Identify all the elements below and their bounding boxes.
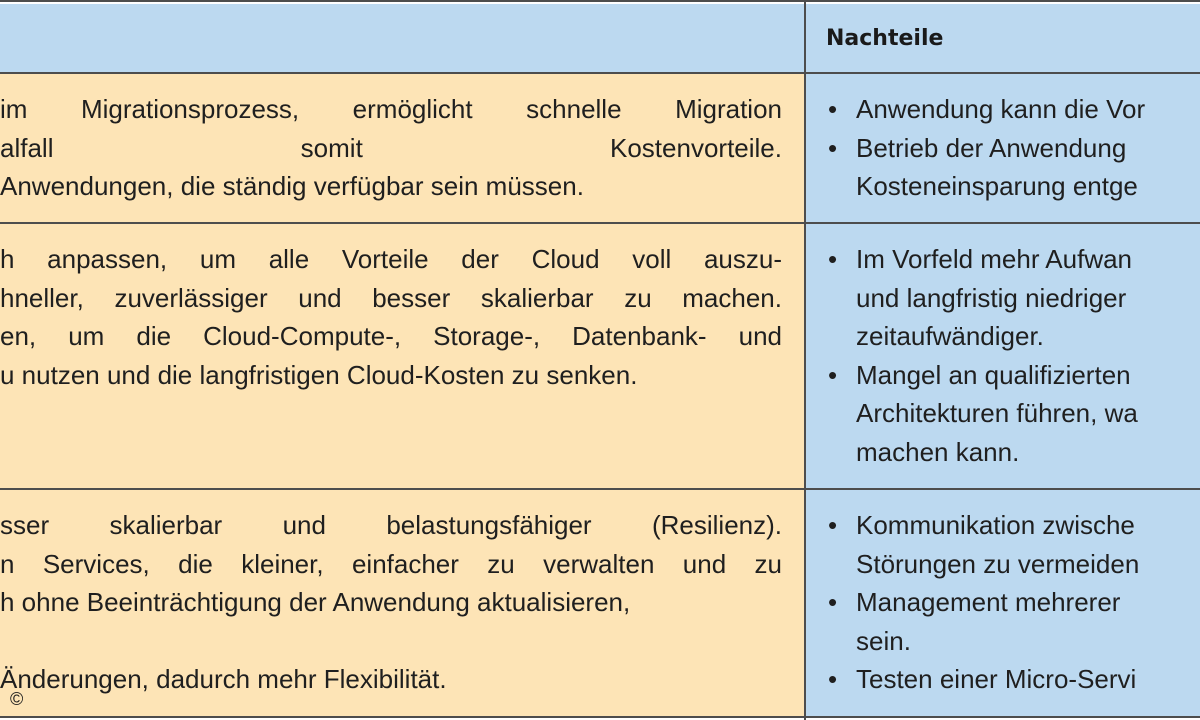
disadvantages-line-text: Anwendung kann die Vor [856,94,1146,124]
disadvantages-line-text: Im Vorfeld mehr Aufwan [856,244,1133,274]
bullet-icon: • [828,587,838,618]
header-cell-disadvantages [806,4,1200,72]
bullet-icon: • [828,94,838,124]
disadvantages-list-item [828,167,1145,206]
bullet-icon: • [828,359,838,390]
advantages-line [0,622,782,661]
bullet-icon: • [828,132,838,163]
table-divider-row-1 [0,222,1200,224]
row-1-advantages [0,74,804,222]
disadvantages-list-item [828,356,1138,395]
disadvantages-line-text: machen kann. [856,436,1020,467]
table-divider-header [0,72,1200,74]
disadvantages-list-item [828,90,1145,129]
disadvantages-list-item [828,433,1138,472]
disadvantages-line-text: Betrieb der Anwendung [856,132,1127,163]
advantages-line: en, um die Cloud-Compute-, Storage-, Datenbank- und [0,321,782,352]
advantages-line: n Services, die kleiner, einfacher zu verwalten und zu [0,548,782,579]
disadvantages-line-text: Kommunikation zwische [856,510,1135,540]
disadvantages-list-item [828,240,1138,279]
row-1-disadvantages [806,74,1200,222]
bullet-icon: • [828,664,838,695]
row-3-disadvantages [806,490,1200,716]
disadvantages-line-text: Management mehrerer [856,587,1121,618]
disadvantages-list-item [828,506,1139,545]
row-3-disadvantages-list [828,506,1139,699]
table-border-top [0,0,1200,2]
row-2-disadvantages [806,224,1200,488]
row-1-advantages-text [0,90,782,206]
bullet-icon: • [828,244,838,274]
disadvantages-line-text: Störungen zu vermeiden [856,548,1140,579]
header-title-disadvantages: Nachteile [826,26,944,51]
disadvantages-line-text: Kosteneinsparung entge [856,171,1138,202]
advantages-line: Anwendungen, die ständig verfügbar sein müssen. [0,171,584,202]
disadvantages-line-text: zeitaufwändiger. [856,321,1044,352]
disadvantages-list-item [828,129,1145,168]
bullet-icon: • [828,510,838,540]
advantages-line: im Migrationsprozess, ermöglicht schnelle Migration [0,94,782,124]
disadvantages-list-item [828,545,1139,584]
copyright-icon: © [10,689,24,709]
advantages-line: u nutzen und die langfristigen Cloud-Kosten zu senken. [0,359,638,390]
disadvantages-line-text: sein. [856,625,911,656]
disadvantages-line-text: Mangel an qualifizierten [856,359,1131,390]
disadvantages-list-item [828,622,1139,661]
advantages-line: alfall somit Kostenvorteile. [0,132,782,163]
row-2-disadvantages-list [828,240,1138,472]
advantages-line: h ohne Beeinträchtigung der Anwendung aktualisieren, [0,587,631,618]
row-2-advantages [0,224,804,488]
disadvantages-line-text: und langfristig niedriger [856,282,1127,313]
table-border-bottom [0,716,1200,718]
disadvantages-list-item [828,583,1139,622]
advantages-line: Änderungen, dadurch mehr Flexibilität. [0,664,447,695]
header-cell-advantages [0,4,804,72]
disadvantages-list-item [828,317,1138,356]
advantages-line: h anpassen, um alle Vorteile der Cloud voll auszu- [0,244,782,274]
row-1-disadvantages-list [828,90,1145,206]
row-3-advantages-text [0,506,782,699]
disadvantages-line-text: Testen einer Micro-Servi [856,664,1137,695]
disadvantages-line-text: Architekturen führen, wa [856,398,1138,429]
advantages-line: hneller, zuverlässiger und besser skalierbar zu machen. [0,282,782,313]
row-3-advantages [0,490,804,716]
disadvantages-list-item [828,279,1138,318]
disadvantages-list-item [828,660,1139,699]
disadvantages-list-item [828,394,1138,433]
table-column-divider [804,0,806,720]
table-divider-row-2 [0,488,1200,490]
advantages-line: sser skalierbar und belastungsfähiger (Resilienz). [0,510,782,540]
row-2-advantages-text [0,240,782,394]
